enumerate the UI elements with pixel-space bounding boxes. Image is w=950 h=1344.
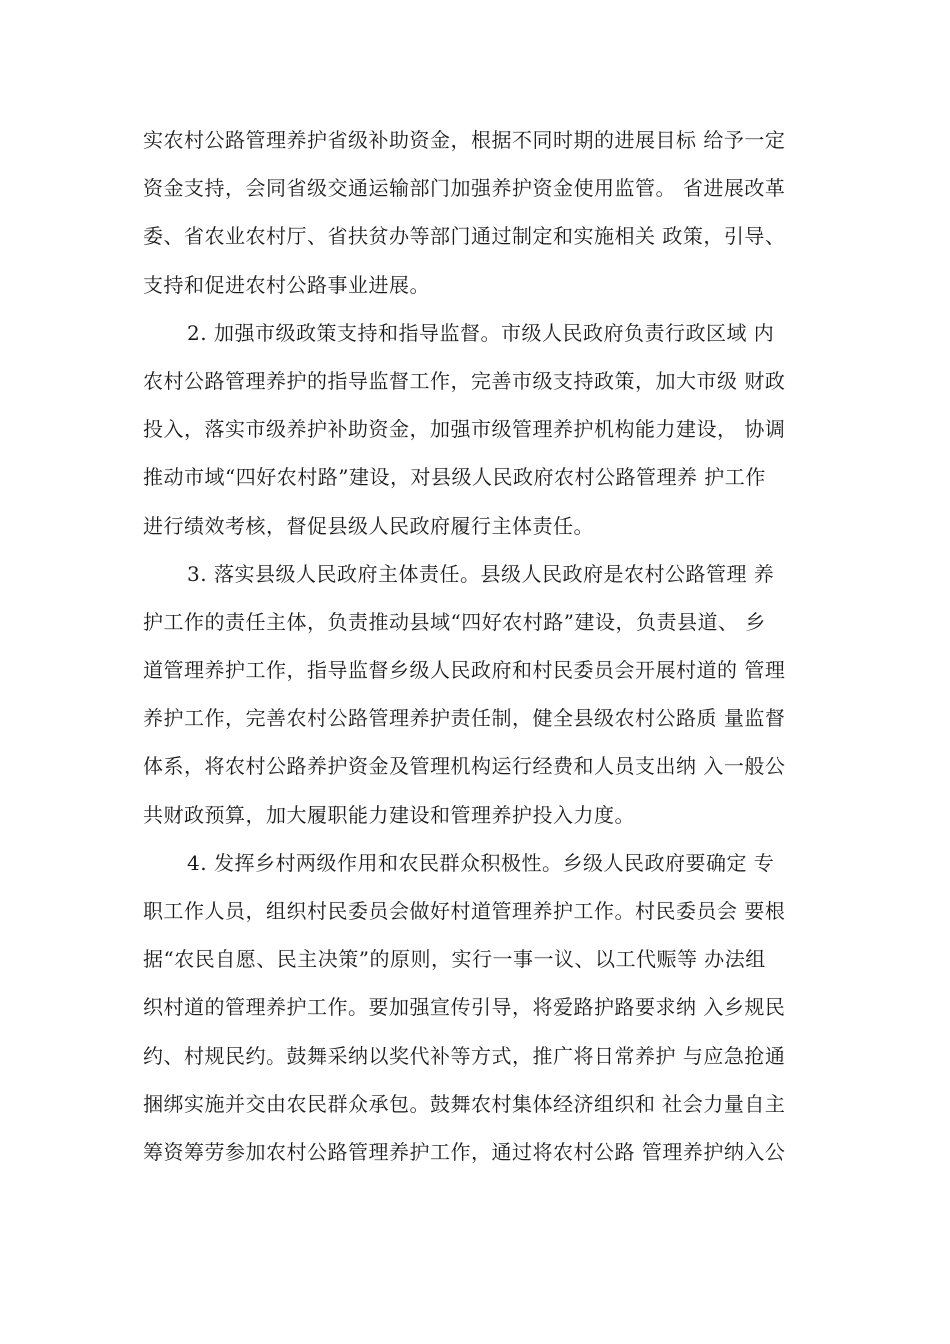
paragraph-start-line: 3. 落实县级人民政府主体责任。县级人民政府是农村公路管理 养 (187, 561, 775, 586)
text-line: 织村道的管理养护工作。要加强宣传引导，将爱路护路要求纳 入乡规民 (143, 995, 786, 1020)
text-line: 进行绩效考核，督促县级人民政府履行主体责任。 (143, 513, 594, 538)
text-line: 投入，落实市级养护补助资金，加强市级管理养护机构能力建设， 协调 (143, 417, 786, 442)
body-text (143, 116, 823, 1176)
text-line: 农村公路管理养护的指导监督工作，完善市级支持政策，加大市级 财政 (143, 368, 786, 393)
text-line: 资金支持，会同省级交通运输部门加强养护资金使用监管。 省进展改革 (143, 176, 786, 201)
text-line: 体系，将农村公路养护资金及管理机构运行经费和人员支出纳 入一般公 (143, 754, 786, 779)
paragraph-start-line: 4. 发挥乡村两级作用和农民群众积极性。乡级人民政府要确定 专 (187, 850, 775, 875)
text-line: 职工作人员，组织村民委员会做好村道管理养护工作。村民委员会 要根 (143, 899, 786, 923)
text-line: 养护工作，完善农村公路管理养护责任制，健全县级农村公路质 量监督 (143, 706, 786, 731)
text-line: 委、省农业农村厅、省扶贫办等部门通过制定和实施相关 政策，引导、 (143, 224, 786, 249)
text-line: 共财政预算，加大履职能力建设和管理养护投入力度。 (143, 802, 635, 827)
text-line: 筹资筹劳参加农村公路管理养护工作，通过将农村公路 管理养护纳入公 (143, 1139, 786, 1164)
text-line: 据“农民自愿、民主决策”的原则，实行一事一议、以工代赈等 办法组 (143, 947, 766, 972)
text-line: 支持和促进农村公路事业进展。 (143, 272, 430, 297)
text-line: 实农村公路管理养护省级补助资金，根据不同时期的进展目标 给予一定 (143, 128, 786, 152)
text-line: 捆绑实施并交由农民群众承包。鼓舞农村集体经济组织和 社会力量自主 (143, 1091, 786, 1116)
text-line: 约、村规民约。鼓舞采纳以奖代补等方式，推广将日常养护 与应急抢通 (143, 1043, 786, 1068)
text-line: 护工作的责任主体，负责推动县域“四好农村路”建设，负责县道、 乡 (143, 609, 766, 634)
paragraph-start-line: 2. 加强市级政策支持和指导监督。市级人民政府负责行政区域 内 (187, 320, 775, 345)
text-line: 推动市域“四好农村路”建设，对县级人民政府农村公路管理养 护工作 (143, 465, 766, 490)
text-line: 道管理养护工作，指导监督乡级人民政府和村民委员会开展村道的 管理 (143, 658, 786, 683)
